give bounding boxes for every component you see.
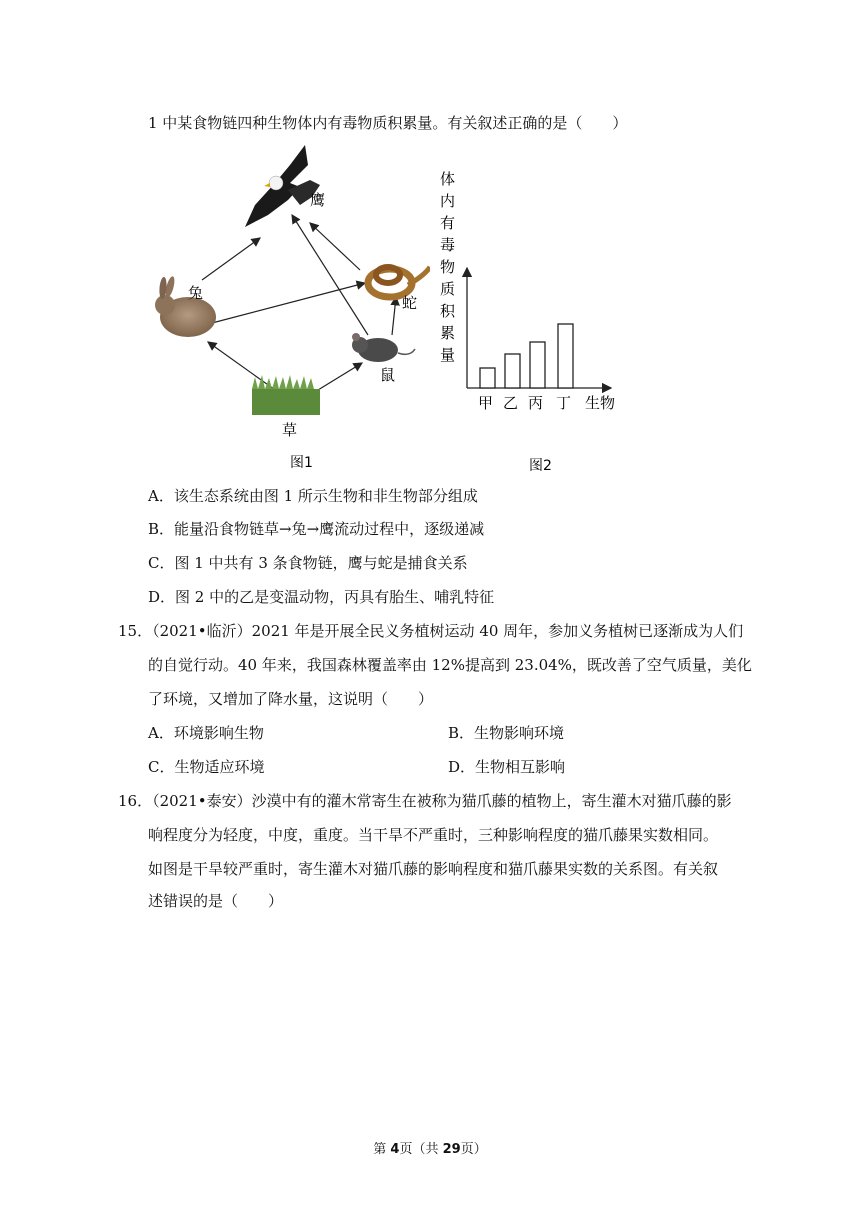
current-page-number: 4 (390, 1142, 400, 1157)
y-axis-label-char: 量 (440, 346, 456, 364)
q15-stem-line-1: 15．（2021•临沂）2021 年是开展全民义务植树运动 40 周年，参加义务植树已逐渐成为人们 (118, 622, 744, 640)
x-axis-label: 生物 (585, 394, 616, 412)
page-footer (0, 1138, 860, 1157)
bar-1 (480, 368, 495, 388)
figure-1-caption: 图1 (290, 455, 313, 471)
y-axis-label-char: 物 (440, 258, 456, 276)
rabbit-image (155, 275, 216, 337)
y-axis-label-char: 毒 (440, 236, 456, 254)
q15-option-b[interactable]: B．生物影响环境 (448, 724, 565, 742)
y-axis-label-char: 有 (440, 214, 456, 232)
total-page-count: 29 (442, 1142, 461, 1157)
q16-stem-line-2: 响程度分为轻度，中度，重度。当干旱不严重时，三种影响程度的猫爪藤果实数相同。 (148, 826, 719, 844)
bar-4 (558, 324, 573, 388)
rabbit-label: 兔 (188, 284, 204, 302)
q14-option-b[interactable]: B．能量沿食物链草→兔→鹰流动过程中，逐级递减 (148, 520, 485, 538)
footer-prefix: 第 (373, 1142, 391, 1157)
snake-image (368, 267, 430, 297)
bar-3 (530, 342, 545, 388)
q14-option-c[interactable]: C．图 1 中共有 3 条食物链，鹰与蛇是捕食关系 (148, 554, 468, 572)
x-tick-label: 甲 (478, 394, 494, 412)
figure-2-caption: 图2 (529, 458, 552, 474)
q16-stem-line-3: 如图是干旱较严重时，寄生灌木对猫爪藤的影响程度和猫爪藤果实数的关系图。有关叙 (148, 860, 719, 878)
y-axis-label-char: 累 (440, 324, 456, 342)
x-tick-label: 丁 (556, 394, 572, 412)
q14-option-a[interactable]: A．该生态系统由图 1 所示生物和非生物部分组成 (148, 487, 478, 505)
q16-stem-line-4: 述错误的是（ ） (148, 892, 284, 910)
footer-middle: 页（共 (399, 1142, 443, 1157)
eagle-label: 鹰 (310, 191, 326, 209)
footer-suffix: 页） (460, 1142, 487, 1157)
y-axis-label-char: 质 (440, 280, 456, 298)
toxin-bar-chart (425, 160, 635, 480)
y-axis-label-char: 体 (440, 170, 456, 188)
q15-option-d[interactable]: D．生物相互影响 (448, 758, 566, 776)
y-axis-label-char: 内 (440, 192, 456, 210)
y-axis-label (440, 170, 456, 364)
q15-option-a[interactable]: A．环境影响生物 (148, 724, 264, 742)
grass-label: 草 (282, 421, 298, 439)
food-web-figure (140, 135, 430, 475)
mouse-label: 鼠 (380, 366, 396, 384)
y-axis-label-char: 积 (440, 302, 456, 320)
mouse-image (352, 333, 415, 362)
q15-stem-line-3: 了环境，又增加了降水量，这说明（ ） (148, 690, 434, 708)
q15-option-c[interactable]: C．生物适应环境 (148, 758, 265, 776)
q15-stem-line-2: 的自觉行动。40 年来，我国森林覆盖率由 12%提高到 23.04%，既改善了空气质量，美化 (148, 656, 752, 674)
snake-label: 蛇 (402, 294, 418, 312)
bar-2 (505, 354, 520, 388)
grass-image (252, 375, 320, 415)
q14-option-d[interactable]: D．图 2 中的乙是变温动物，丙具有胎生、哺乳特征 (148, 588, 495, 606)
question-14-stem: 1 中某食物链四种生物体内有毒物质积累量。有关叙述正确的是（ ） (148, 114, 628, 132)
food-web-arrows (202, 215, 396, 397)
x-tick-label: 丙 (528, 394, 544, 412)
eagle-image (245, 145, 320, 227)
q16-stem-line-1: 16．（2021•泰安）沙漠中有的灌木常寄生在被称为猫爪藤的植物上，寄生灌木对猫爪藤的影 (118, 792, 732, 810)
x-tick-label: 乙 (503, 394, 519, 412)
